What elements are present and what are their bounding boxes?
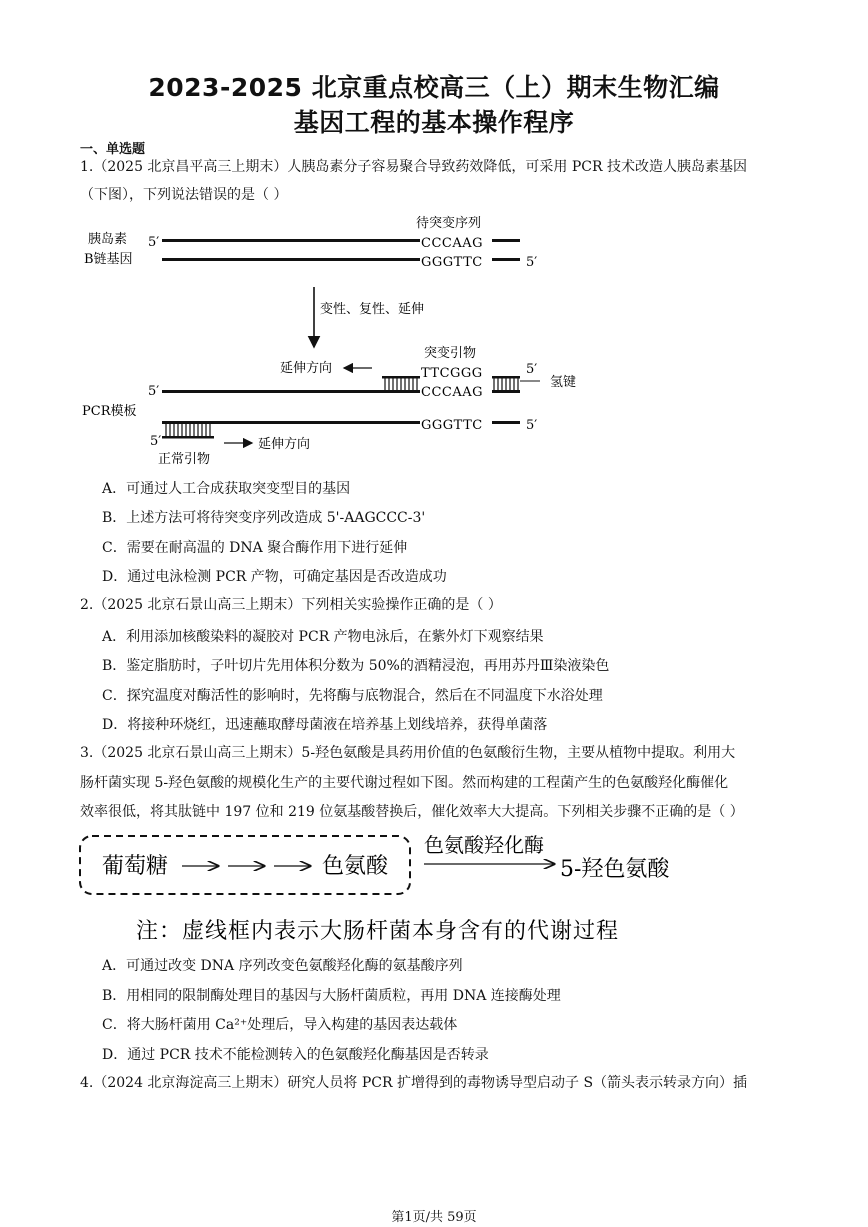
q1-option-a: A．可通过人工合成获取突变型目的基因: [102, 481, 351, 497]
q2-option-d: D．将接种环烧红，迅速蘸取酵母菌液在培养基上划线培养，获得单菌落: [102, 717, 548, 733]
q2-option-a: A．利用添加核酸染料的凝胶对 PCR 产物电泳后，在紫外灯下观察结果: [102, 629, 544, 645]
q1-option-d: D．通过电泳检测 PCR 产物，可确定基因是否改造成功: [102, 569, 447, 585]
hydrogen-bond-label: 氢键: [550, 375, 577, 390]
gene-label-line1: 胰岛素: [88, 232, 128, 247]
page-footer: 第1页/共 59页: [391, 1210, 477, 1225]
question-1-stem-line1: 1.（2025 北京昌平高三上期末）人胰岛素分子容易聚合导致药效降低，可采用 PCR 技术改造人胰岛素基因: [80, 159, 748, 175]
page-subtitle: 基因工程的基本操作程序: [293, 108, 575, 137]
question-3-stem-line2: 肠杆菌实现 5-羟色氨酸的规模化生产的主要代谢过程如下图。然而构建的工程菌产生的色氨酸羟化酶催化: [80, 775, 729, 791]
prime5-template-top: 5′: [148, 384, 160, 399]
template-seq-top: CCCAAG: [421, 385, 484, 400]
primer-bonds-right: [494, 378, 518, 390]
template-strand-top: [162, 390, 420, 393]
extend-direction-top: 延伸方向: [280, 361, 333, 376]
product-label: 5-羟色氨酸: [560, 857, 670, 882]
dna-strand-top: [162, 239, 420, 242]
glucose-label: 葡萄糖: [102, 854, 169, 879]
normal-primer-bonds: [166, 424, 210, 436]
template-seq-bottom: GGGTTC: [421, 418, 483, 433]
seq-bottom: GGGTTC: [421, 255, 483, 270]
question-3-stem-line1: 3.（2025 北京石景山高三上期末）5-羟色氨酸是具药用价值的色氨酸衍生物，主要从植物中提取。利用大: [80, 745, 736, 761]
template-strand-bottom: [162, 421, 420, 424]
question-3-stem-line3: 效率很低，将其肽链中 197 位和 219 位氨基酸替换后，催化效率大大提高。下列相关步骤不正确的是（ ）: [80, 804, 744, 820]
to-mutate-label: 待突变序列: [416, 216, 482, 231]
template-strand-top-end: [492, 390, 520, 393]
q3-option-b: B．用相同的限制酶处理目的基因与大肠杆菌质粒，再用 DNA 连接酶处理: [102, 988, 561, 1004]
normal-primer-label: 正常引物: [158, 452, 211, 467]
normal-primer-strand: [162, 436, 214, 439]
q3-option-c: C．将大肠杆菌用 Ca²⁺处理后，导入构建的基因表达载体: [102, 1017, 458, 1033]
prime5-normal-primer: 5′: [150, 434, 162, 449]
mutant-primer-label: 突变引物: [424, 346, 477, 361]
dna-strand-top-end: [492, 239, 520, 242]
q2-option-c: C．探究温度对酶活性的影响时，先将酶与底物混合，然后在不同温度下水浴处理: [102, 688, 603, 704]
extend-direction-bottom: 延伸方向: [258, 437, 311, 452]
enzyme-label: 色氨酸羟化酶: [424, 833, 544, 857]
prime5-top: 5′: [148, 235, 160, 250]
pathway-note: 注：虚线框内表示大肠杆菌本身含有的代谢过程: [136, 919, 620, 944]
prime5-template-bottom: 5′: [526, 418, 538, 433]
question-1-stem-line2: （下图），下列说法错误的是（ ）: [80, 187, 288, 203]
pcr-template-label: PCR模板: [82, 404, 137, 419]
q3-option-a: A．可通过改变 DNA 序列改变色氨酸羟化酶的氨基酸序列: [102, 958, 463, 974]
primer-bonds-left: [385, 378, 417, 390]
metabolic-pathway-diagram: [78, 828, 718, 948]
question-2-stem: 2.（2025 北京石景山高三上期末）下列相关实验操作正确的是（ ）: [80, 597, 502, 613]
template-strand-bottom-end: [492, 421, 520, 424]
prime5-bottom: 5′: [526, 255, 538, 270]
q2-option-b: B．鉴定脂肪时，子叶切片先用体积分数为 50%的酒精浸泡，再用苏丹Ⅲ染液染色: [102, 658, 610, 674]
mutant-primer-seq: TTCGGG: [421, 366, 483, 381]
q1-option-b: B．上述方法可将待突变序列改造成 5'-AAGCCC-3': [102, 510, 426, 526]
prime5-primer: 5′: [526, 362, 538, 377]
dna-strand-bottom: [162, 258, 420, 261]
q3-option-d: D．通过 PCR 技术不能检测转入的色氨酸羟化酶基因是否转录: [102, 1047, 489, 1063]
pcr-mutation-diagram: [80, 205, 620, 470]
section-heading: 一、单选题: [80, 142, 146, 157]
seq-top: CCCAAG: [421, 236, 484, 251]
step-label: 变性、复性、延伸: [320, 302, 425, 317]
q1-option-c: C．需要在耐高温的 DNA 聚合酶作用下进行延伸: [102, 540, 408, 556]
tryptophan-label: 色氨酸: [322, 854, 389, 879]
page-title: 2023-2025 北京重点校高三（上）期末生物汇编: [148, 73, 720, 102]
question-4-stem: 4.（2024 北京海淀高三上期末）研究人员将 PCR 扩增得到的毒物诱导型启动子 S（箭头表示转录方向）插: [80, 1075, 748, 1091]
gene-label-line2: B链基因: [84, 252, 133, 267]
dna-strand-bottom-end: [492, 258, 520, 261]
